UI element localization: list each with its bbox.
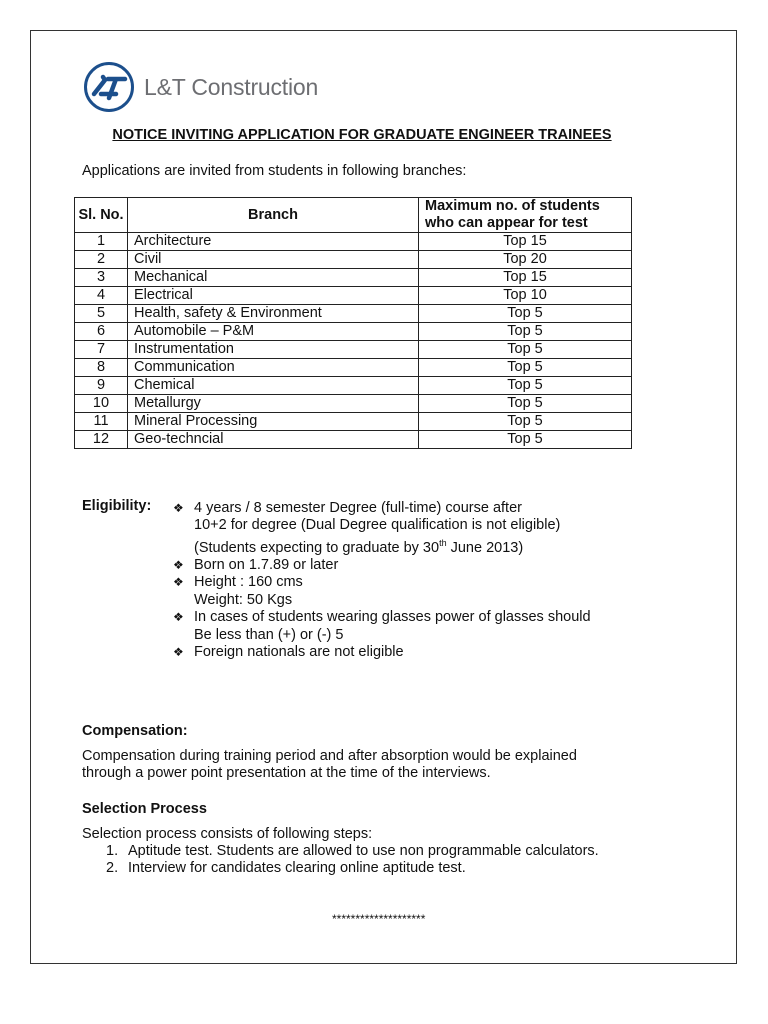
eligibility-glasses-line1: In cases of students wearing glasses power of glasses should <box>194 609 591 626</box>
header-sl-no: Sl. No. <box>75 198 128 233</box>
lt-logo-icon <box>83 61 135 113</box>
bullet-diamond-icon: ❖ <box>173 558 184 573</box>
list-item: 2. Interview for candidates clearing online aptitude test. <box>106 860 466 877</box>
table-row <box>75 251 632 269</box>
cell-sl-no: 5 <box>75 305 128 323</box>
cell-max-students: Top 10 <box>419 287 632 305</box>
header-max-line1: Maximum no. of students <box>425 198 600 214</box>
table-row <box>75 377 632 395</box>
eligibility-weight: Weight: 50 Kgs <box>194 591 293 608</box>
cell-max-students: Top 5 <box>419 323 632 341</box>
list-item <box>173 574 643 609</box>
eligibility-degree-line1: 4 years / 8 semester Degree (full-time) course after <box>194 500 522 516</box>
cell-sl-no: 7 <box>75 341 128 359</box>
cell-sl-no: 1 <box>75 233 128 251</box>
cell-branch: Metallurgy <box>128 395 419 413</box>
compensation-text <box>82 748 642 783</box>
cell-sl-no: 8 <box>75 359 128 377</box>
table-row <box>75 305 632 323</box>
logo-text: L&T Construction <box>144 73 319 100</box>
header-branch: Branch <box>128 198 419 233</box>
bullet-diamond-icon: ❖ <box>173 501 184 515</box>
cell-max-students: Top 5 <box>419 395 632 413</box>
cell-branch: Communication <box>128 359 419 377</box>
cell-branch: Civil <box>128 251 419 269</box>
table-header-row <box>75 198 632 233</box>
cell-max-students: Top 5 <box>419 431 632 449</box>
selection-steps <box>106 843 599 878</box>
table-row <box>75 431 632 449</box>
cell-branch: Electrical <box>128 287 419 305</box>
table-row <box>75 395 632 413</box>
list-item <box>173 644 643 661</box>
list-item: 1. Aptitude test. Students are allowed to use non programmable calculators. <box>106 843 599 859</box>
cell-sl-no: 12 <box>75 431 128 449</box>
header-max-students <box>419 198 632 233</box>
bullet-diamond-icon: ❖ <box>173 575 184 590</box>
eligibility-birth: Born on 1.7.89 or later <box>194 557 339 574</box>
list-item <box>173 557 643 574</box>
cell-max-students: Top 5 <box>419 305 632 323</box>
eligibility-foreign: Foreign nationals are not eligible <box>194 644 404 661</box>
intro-text: Applications are invited from students in following branches: <box>82 163 467 179</box>
list-item <box>173 609 643 644</box>
eligibility-glasses-line2: Be less than (+) or (-) 5 <box>194 626 344 643</box>
eligibility-title: Eligibility: <box>82 498 152 514</box>
compensation-line2: through a power point presentation at the time of the interviews. <box>82 765 491 782</box>
cell-sl-no: 6 <box>75 323 128 341</box>
company-logo <box>83 61 318 113</box>
selection-title: Selection Process <box>82 801 207 817</box>
cell-sl-no: 3 <box>75 269 128 287</box>
cell-max-students: Top 5 <box>419 413 632 431</box>
cell-max-students: Top 15 <box>419 233 632 251</box>
table-row <box>75 413 632 431</box>
cell-branch: Mineral Processing <box>128 413 419 431</box>
cell-sl-no: 4 <box>75 287 128 305</box>
cell-sl-no: 10 <box>75 395 128 413</box>
cell-branch: Geo-techncial <box>128 431 419 449</box>
cell-max-students: Top 5 <box>419 341 632 359</box>
cell-branch: Automobile – P&M <box>128 323 419 341</box>
cell-sl-no: 2 <box>75 251 128 269</box>
table-row <box>75 359 632 377</box>
branches-table <box>74 197 632 449</box>
header-max-line2: who can appear for test <box>425 215 588 231</box>
cell-sl-no: 9 <box>75 377 128 395</box>
footer-stars: ******************** <box>332 912 426 926</box>
table-row <box>75 341 632 359</box>
eligibility-degree-line3: (Students expecting to graduate by 30th June 2013) <box>194 537 524 556</box>
eligibility-list <box>173 500 643 661</box>
table-row <box>75 233 632 251</box>
cell-max-students: Top 5 <box>419 359 632 377</box>
bullet-diamond-icon: ❖ <box>173 645 184 660</box>
cell-branch: Chemical <box>128 377 419 395</box>
eligibility-degree-line2: 10+2 for degree (Dual Degree qualification is not eligible) <box>194 517 561 534</box>
eligibility-height: Height : 160 cms <box>194 574 303 591</box>
table-row <box>75 269 632 287</box>
list-item <box>173 500 643 557</box>
page-title: NOTICE INVITING APPLICATION FOR GRADUATE ENGINEER TRAINEES <box>112 127 612 143</box>
table-row <box>75 323 632 341</box>
cell-branch: Architecture <box>128 233 419 251</box>
step-interview: Interview for candidates clearing online aptitude test. <box>128 860 466 877</box>
cell-branch: Health, safety & Environment <box>128 305 419 323</box>
cell-max-students: Top 15 <box>419 269 632 287</box>
cell-max-students: Top 5 <box>419 377 632 395</box>
table-row <box>75 287 632 305</box>
compensation-line1: Compensation during training period and after absorption would be explained <box>82 748 577 764</box>
cell-branch: Mechanical <box>128 269 419 287</box>
cell-branch: Instrumentation <box>128 341 419 359</box>
selection-intro: Selection process consists of following steps: <box>82 826 373 842</box>
cell-sl-no: 11 <box>75 413 128 431</box>
step-aptitude-test: Aptitude test. Students are allowed to use non programmable calculators. <box>128 843 599 859</box>
compensation-title: Compensation: <box>82 723 188 739</box>
bullet-diamond-icon: ❖ <box>173 610 184 625</box>
cell-max-students: Top 20 <box>419 251 632 269</box>
